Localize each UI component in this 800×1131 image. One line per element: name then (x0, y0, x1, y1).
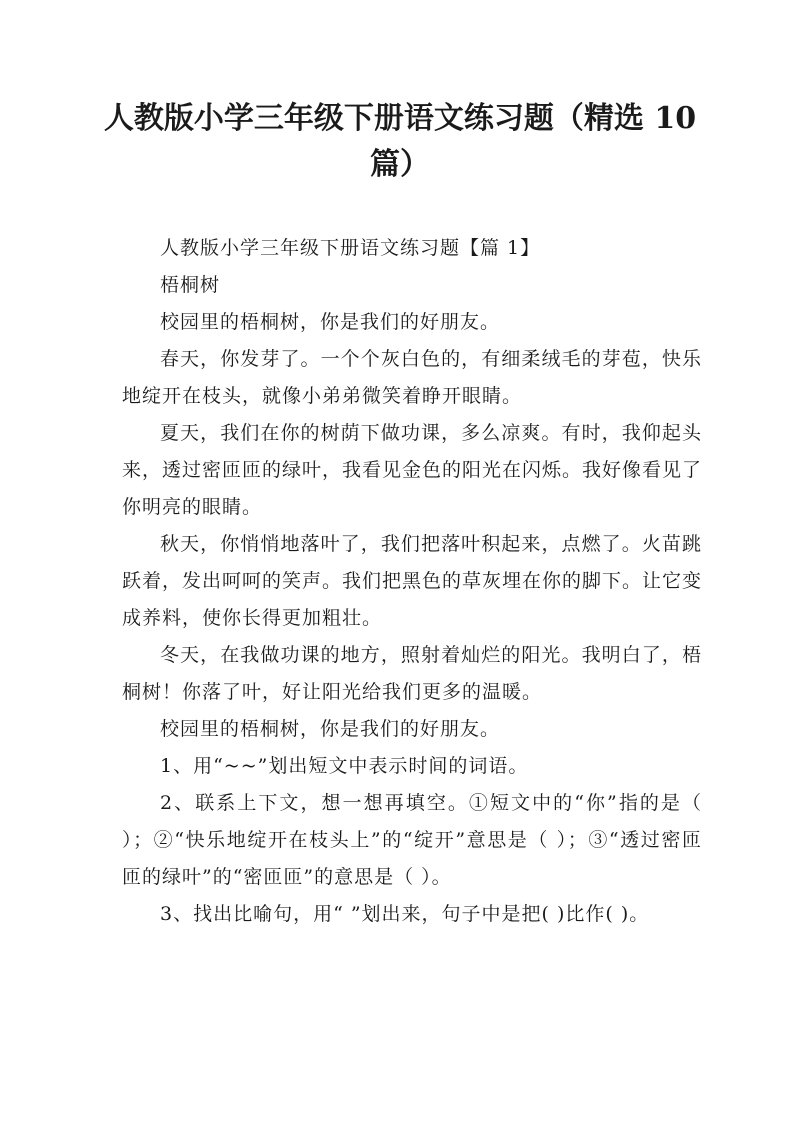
document-body (122, 230, 702, 933)
section-heading: 人教版小学三年级下册语文练习题【篇 1】 (160, 237, 541, 259)
question-1: 1、用“~~”划出短文中表示时间的词语。 (160, 755, 529, 777)
paragraph: 春天，你发芽了。一个个灰白色的，有细柔绒毛的芽苞，快乐地绽开在枝头，就像小弟弟微笑着睁开眼睛。 (122, 348, 702, 407)
paragraph: 夏天，我们在你的树荫下做功课，多么凉爽。有时，我仰起头来，透过密匝匝的绿叶，我看见金色的阳光在闪烁。我好像看见了你明亮的眼睛。 (122, 422, 703, 518)
paragraph: 秋天，你悄悄地落叶了，我们把落叶积起来，点燃了。火苗跳跃着，发出呵呵的笑声。我们把黑色的草灰埋在你的脚下。让它变成养料，使你长得更加粗壮。 (122, 533, 703, 629)
passage-title: 梧桐树 (160, 274, 221, 296)
question-2: 2、联系上下文，想一想再填空。①短文中的“你”指的是（ ）；②“快乐地绽开在枝头上”的“绽开”意思是（ ）；③“透过密匝匝的绿叶”的“密匝匝”的意思是（ ）。 (122, 792, 702, 888)
document-title: 人教版小学三年级下册语文练习题（精选 10 篇） (103, 101, 697, 182)
question-3: 3、找出比喻句，用“ ”划出来，句子中是把( )比作( )。 (160, 903, 650, 925)
paragraph: 校园里的梧桐树，你是我们的好朋友。 (160, 311, 501, 333)
paragraph: 冬天，在我做功课的地方，照射着灿烂的阳光。我明白了，梧桐树！你落了叶，好让阳光给我们更多的温暖。 (122, 644, 702, 703)
paragraph: 校园里的梧桐树，你是我们的好朋友。 (160, 718, 501, 740)
